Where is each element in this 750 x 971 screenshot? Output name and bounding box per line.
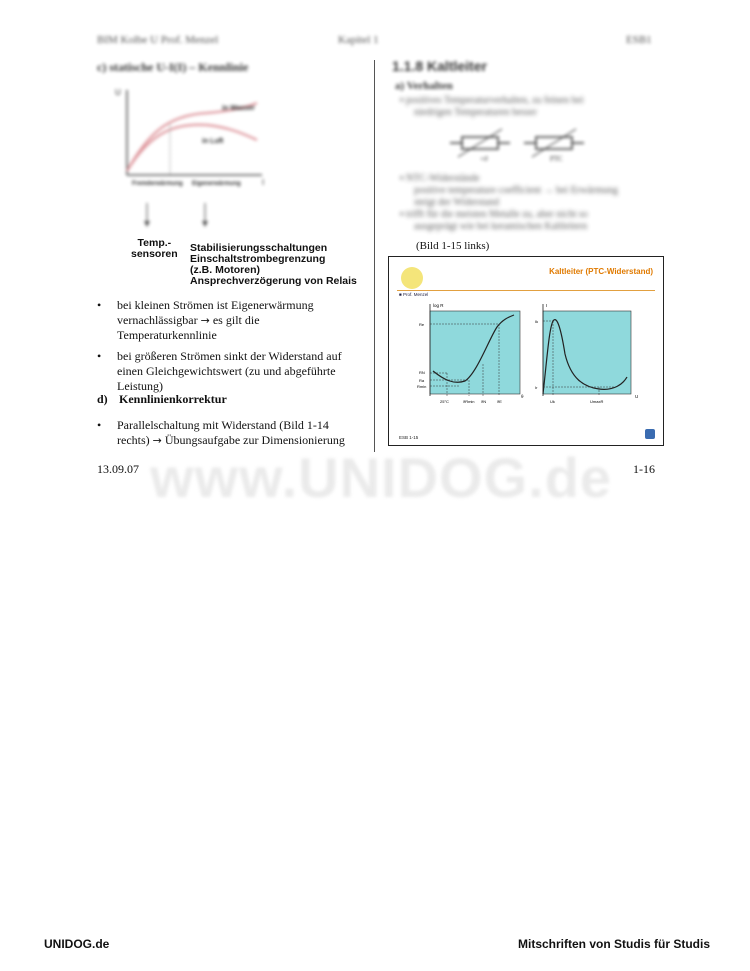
graph-water-label: in Wasser (222, 105, 255, 112)
application-list: Stabilisierungsschaltungen Einschaltstrombegrenzung (z.B. Motoren) Ansprechverzögerung von Relais (190, 242, 357, 287)
chart1-xtick: ϑN (481, 399, 487, 404)
behavior-text: ▪ positives Temperaturverhalten, zu feinen bei niedrigen Temperaturen besser (400, 95, 584, 118)
bullet-list-c (97, 298, 347, 400)
section-title: 1.1.8 Kaltleiter (392, 58, 487, 74)
chart1-ytick: Re (419, 322, 425, 327)
graph-air-label: in Luft (202, 138, 224, 145)
sensor-label: Temp.- sensoren (131, 237, 178, 260)
ptc-symbols (450, 125, 590, 165)
chart1-xaxis: ϑ (521, 394, 524, 399)
chart1-xtick: ϑRmin (463, 399, 475, 404)
column-divider (374, 60, 375, 452)
ui-characteristic-graph (107, 85, 277, 235)
bullet-item: • bei größeren Strömen sinkt der Widerstand auf einen Gleichgewichtswert (zu und abgeführte Leistung) (97, 349, 347, 394)
graph-y-label: U (115, 88, 121, 97)
bullet-item: • Parallelschaltung mit Widerstand (Bild 1-14 rechts) → Übungsaufgabe zur Dimensionierung (97, 418, 347, 448)
bullet-item: • bei kleinen Strömen ist Eigenerwärmung vernachlässigbar → es gilt die Temperaturkennlinie (97, 298, 347, 343)
slide-title: Kaltleiter (PTC-Widerstand) (549, 267, 653, 276)
graph-x-label: I (262, 178, 265, 187)
chart2-xtick: Uk (550, 399, 555, 404)
site-tagline: Mitschriften von Studis für Studis (518, 937, 711, 951)
section-d-heading: d) Kennlinienkorrektur (97, 392, 227, 406)
section-c-heading: c) statische U-I(I) – Kennlinie (97, 60, 249, 74)
chart2-ylabel: I (546, 303, 548, 308)
header-center: Kapitel 1 (338, 34, 379, 46)
chart1-ylabel: log R (433, 303, 444, 308)
graph-region2: Eigenerwärmung (192, 181, 241, 187)
chart1-ytick: Ra (419, 378, 425, 383)
figure-reference: (Bild 1-15 links) (416, 240, 490, 252)
chart1-ytick: Rmin (417, 384, 427, 389)
ptc-description: ▪ NTC-Widerstände positive temperature coefficient → bei Erwärmung steigt der Widerstand ▪ trifft für die meisten Metalle zu, aber nicht so ausgeprägt wie bei keramischen Kaltleitern (400, 173, 618, 232)
slide-author-tag: ■ Prof. Menzel (399, 292, 429, 297)
chart2-ytick: Ik (535, 319, 539, 324)
footer-date: 13.09.07 (97, 462, 139, 476)
header-left: BIM Kolbe U Prof. Menzel (97, 34, 219, 46)
slide-figure (388, 256, 664, 446)
chart2-ytick: Ir (535, 385, 538, 390)
slide-nav-icon (645, 429, 655, 439)
header-right: ESB1 (626, 34, 652, 46)
graph-region1: Fremderwärmung (132, 181, 183, 187)
chart1-xtick: ϑE (497, 399, 502, 404)
symbol-label-2: PTC (550, 155, 563, 163)
chart1-xtick: 25°C (440, 399, 449, 404)
chart2-xaxis: U (635, 394, 639, 399)
site-brand-link[interactable]: UNIDOG.de (44, 937, 110, 951)
ptc-characteristic-charts (409, 299, 654, 419)
footer-page-number: 1-16 (633, 462, 655, 476)
slide-rule (397, 290, 655, 291)
chart2-xtick: UmaxR (590, 399, 604, 404)
watermark: www.UNIDOG.de (150, 446, 613, 509)
university-logo-icon (401, 267, 423, 289)
symbol-label-1: +ϑ (480, 155, 488, 163)
section-a-heading: a) Verhalten (395, 80, 453, 92)
slide-footer: ESB 1-15 (399, 435, 419, 440)
chart1-ytick: RN (419, 370, 425, 375)
